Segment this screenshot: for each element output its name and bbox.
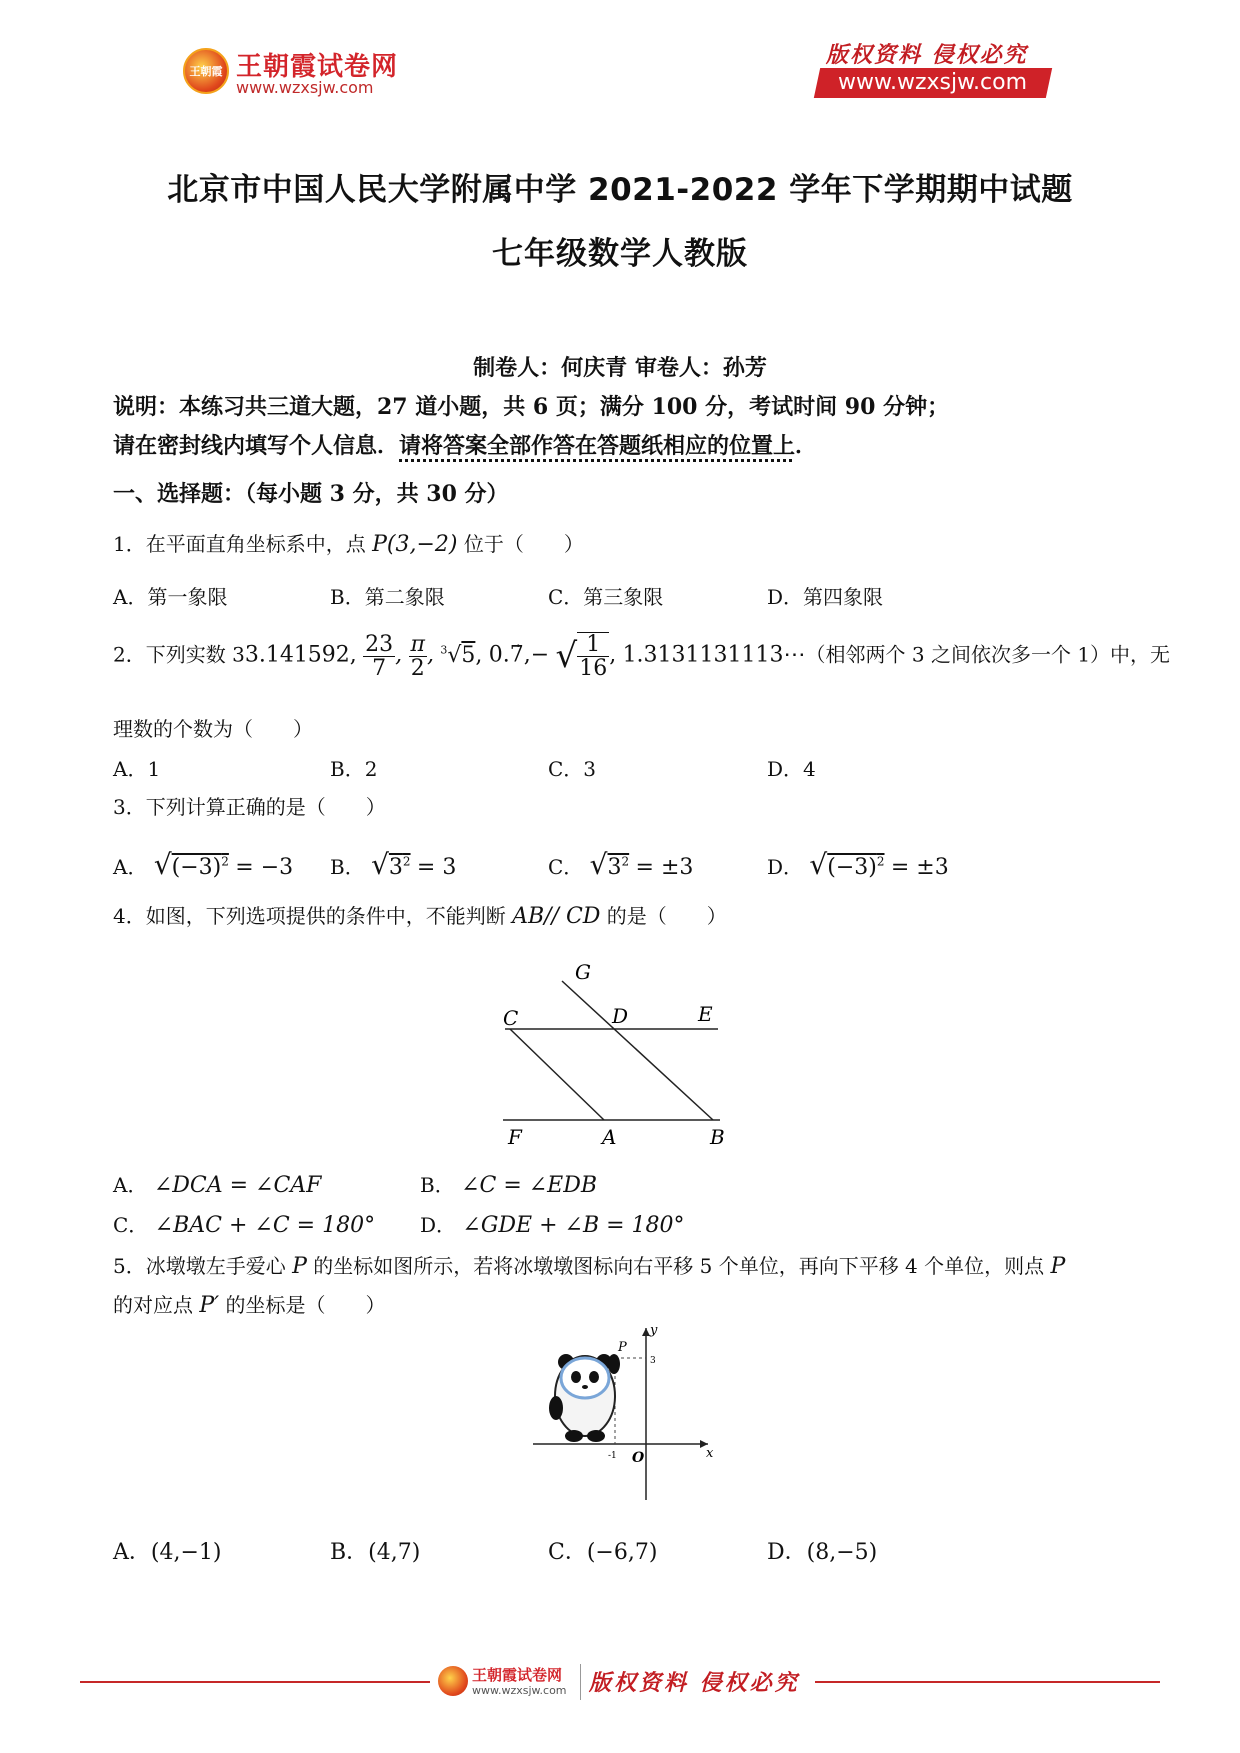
q5-option-c-text: C．(−6,7) [548, 1540, 658, 1565]
q4-math-c: ∠BAC + ∠C = 180° [154, 1213, 376, 1238]
footer-line-right [815, 1681, 1160, 1683]
q3-label-b: B． [330, 855, 365, 879]
q4-label-a: A [602, 1125, 617, 1149]
q1-option-a: A．第一象限 [113, 585, 228, 609]
q3-radicand-d: (−3) [827, 855, 877, 880]
q5-prefix: 5．冰墩墩左手爱心 [113, 1254, 286, 1278]
q3-exp-c: 2 [621, 854, 630, 869]
q2-option-c: C．3 [548, 757, 597, 781]
q5-label-x: x [706, 1446, 714, 1461]
q3-radicand-a: (−3) [171, 855, 222, 880]
url-banner[interactable] [814, 68, 1052, 98]
instructions-line-1: 说明：本练习共三道大题，27 道小题，共 6 页；满分 100 分，考试时间 90 分钟； [113, 394, 950, 420]
brand-logo [183, 48, 229, 94]
instructions-prefix: 请在密封线内填写个人信息． [113, 433, 400, 459]
question-5-line-2 [113, 1289, 386, 1318]
q4-math: AB// CD [512, 904, 601, 929]
brand-name: 王朝霞试卷网 [236, 52, 399, 82]
q5-point-p-prime: P′ [199, 1293, 220, 1318]
footer-line-left [80, 1681, 430, 1683]
q3-radicand-c: 3 [607, 855, 622, 880]
q2-fraction-23-7 [363, 633, 395, 680]
q5-figure [530, 1320, 720, 1510]
q1-option-c: C．第三象限 [548, 585, 664, 609]
q5-line2-suffix: 的坐标是（ ） [225, 1293, 386, 1317]
q4-label-opt-b: B． [420, 1173, 455, 1197]
q5-option-d [767, 1535, 877, 1566]
q2-suffix: （相邻两个 3 之间依次多一个 1）中，无 [805, 642, 1171, 667]
q2-sqrt-sign: √ [555, 636, 578, 677]
q2-option-d: D．4 [767, 757, 816, 781]
q4-math-b: ∠C = ∠EDB [461, 1173, 598, 1198]
q5-point-p2: P [1050, 1254, 1066, 1279]
q3-label-d: D． [767, 855, 804, 879]
q2-sqrt-fraction [577, 632, 609, 680]
q5-mid: 的坐标如图所示，若将冰墩墩图标向右平移 5 个单位，再向下平移 4 个单位，则点 [313, 1254, 1045, 1278]
q5-label-p: P [618, 1340, 627, 1355]
q4-option-b [420, 1169, 597, 1198]
brand-url[interactable]: www.wzxsjw.com [236, 78, 374, 97]
q4-option-c [113, 1209, 375, 1238]
q2-cbrt-index: 3 [440, 643, 448, 657]
q4-line-gb [562, 981, 713, 1120]
q4-option-a [113, 1169, 321, 1198]
q3-option-b: B． $√3^2 = 3$ [330, 848, 457, 881]
footer-brand-name: 王朝霞试卷网 [472, 1666, 563, 1684]
q1-prefix: 1．在平面直角坐标系中，点 [113, 532, 366, 556]
q4-label-b: B [710, 1125, 725, 1149]
q4-line-ca [510, 1029, 604, 1120]
q1-option-b: B．第二象限 [330, 585, 445, 609]
q3-option-c: C． $√3^2 = \pm 3$ [548, 848, 694, 881]
instructions-line-2 [113, 429, 817, 460]
q2-frac1-num: 23 [365, 631, 394, 657]
q5-option-a [113, 1535, 221, 1566]
page-subtitle: 七年级数学人教版 [492, 236, 748, 272]
q2-cube-root: $^3$√5, [440, 642, 483, 668]
footer-copyright: 版权资料 侵权必究 [589, 1670, 800, 1696]
question-5-line-1 [113, 1250, 1065, 1279]
q4-option-d [420, 1209, 685, 1238]
q5-option-d-text: D．(8,−5) [767, 1540, 878, 1565]
q4-label-e: E [698, 1002, 713, 1026]
q2-sqrt-num: 1 [577, 633, 609, 657]
q3-rhs-b: = 3 [416, 855, 457, 880]
q2-option-b: B．2 [330, 757, 378, 781]
q4-suffix: 的是（ ） [606, 904, 727, 928]
q2-pi-approx: 3.141592, [244, 642, 357, 668]
q4-label-d: D [612, 1004, 629, 1028]
instructions-emphasis: 请将答案全部作答在答题纸相应的位置上 [399, 433, 796, 459]
q4-prefix: 4．如图，下列选项提供的条件中，不能判断 [113, 904, 506, 928]
instructions-suffix: ． [795, 433, 818, 459]
question-4 [113, 900, 727, 929]
q2-frac2-num: π [410, 631, 425, 657]
q4-label-c: C [503, 1006, 519, 1030]
q4-label-opt-c: C． [113, 1213, 149, 1237]
page-title: 北京市中国人民大学附属中学 2021-2022 学年下学期期中试题 [167, 172, 1073, 208]
q5-option-b [330, 1535, 420, 1566]
question-1 [113, 528, 584, 557]
footer-brand-url[interactable]: www.wzxsjw.com [472, 1684, 567, 1697]
q2-tail: 1.3131131113⋯ [622, 642, 806, 668]
q5-option-c [548, 1535, 657, 1566]
q3-exp-b: 2 [402, 854, 411, 869]
q2-fraction-pi-2 [409, 633, 427, 680]
question-2: 2．下列实数 33.141592, $\frac{23}{7}$ , $\frac{\pi}{2}$ , $^3$√5, 0.7̇,− √ $\frac{1}{16}$ , 1.3131131113⋯（相邻两个 3 之间依次多一个 1）中，无 [113, 631, 1171, 682]
q2-prefix: 2．下列实数 [113, 642, 226, 667]
q5-line2-prefix: 的对应点 [113, 1293, 193, 1317]
q3-label-c: C． [548, 855, 584, 879]
q3-rhs-c: = ±3 [635, 855, 694, 880]
q2-lead: 3 [232, 642, 245, 667]
q3-radicand-b: 3 [388, 855, 403, 880]
q5-point-p: P [292, 1254, 307, 1279]
q4-label-opt-a: A． [113, 1173, 148, 1197]
q5-label-three: 3 [650, 1356, 656, 1366]
q5-label-origin: O [632, 1450, 645, 1466]
q3-option-a: A． $√(-3)^2 = -3$ [113, 848, 294, 881]
q5-option-b-text: B．(4,7) [330, 1540, 421, 1565]
footer-logo [438, 1666, 468, 1696]
q5-option-a-text: A．(4,−1) [113, 1540, 222, 1565]
authors-line: 制卷人：何庆青 审卷人：孙芳 [473, 355, 767, 381]
q4-label-g: G [575, 960, 591, 984]
q5-y-arrow [642, 1328, 650, 1336]
q2-option-a: A．1 [113, 757, 161, 781]
q2-sqrt-den: 16 [579, 656, 608, 682]
q2-frac2-den: 2 [410, 655, 425, 681]
logo-text: 王朝霞 [189, 65, 223, 78]
q1-suffix: 位于（ ） [463, 532, 584, 556]
q3-exp-a: 2 [221, 854, 229, 869]
panda-mascot [549, 1354, 620, 1442]
q5-label-y: y [650, 1323, 658, 1338]
q3-rhs-d: = ±3 [890, 855, 949, 880]
q4-label-f: F [508, 1125, 522, 1149]
q2-frac1-den: 7 [372, 655, 387, 681]
question-3: 3．下列计算正确的是（ ） [113, 795, 386, 819]
q2-cbrt-value: 5 [461, 642, 476, 668]
footer-separator [580, 1664, 581, 1700]
q3-exp-d: 2 [876, 854, 885, 869]
q3-label-a: A． [113, 855, 148, 879]
section-heading: 一、选择题：（每小题 3 分，共 30 分） [113, 481, 509, 507]
q3-rhs-a: = −3 [235, 855, 294, 880]
q4-math-a: ∠DCA = ∠CAF [153, 1173, 322, 1198]
q1-point: P(3,−2) [372, 532, 458, 557]
url-banner-text: www.wzxsjw.com [838, 70, 1028, 95]
q4-math-d: ∠GDE + ∠B = 180° [462, 1213, 685, 1238]
q4-figure [490, 955, 750, 1150]
q2-line-2: 理数的个数为（ ） [113, 717, 313, 741]
q4-label-opt-d: D． [420, 1213, 457, 1237]
q5-label-neg-one: -1 [608, 1451, 617, 1461]
q3-option-d: D． $√(-3)^2 = \pm 3$ [767, 848, 949, 881]
q1-option-d: D．第四象限 [767, 585, 884, 609]
copyright-notice: 版权资料 侵权必究 [826, 42, 1028, 68]
q2-repeating: 0.7̇ [488, 642, 524, 668]
